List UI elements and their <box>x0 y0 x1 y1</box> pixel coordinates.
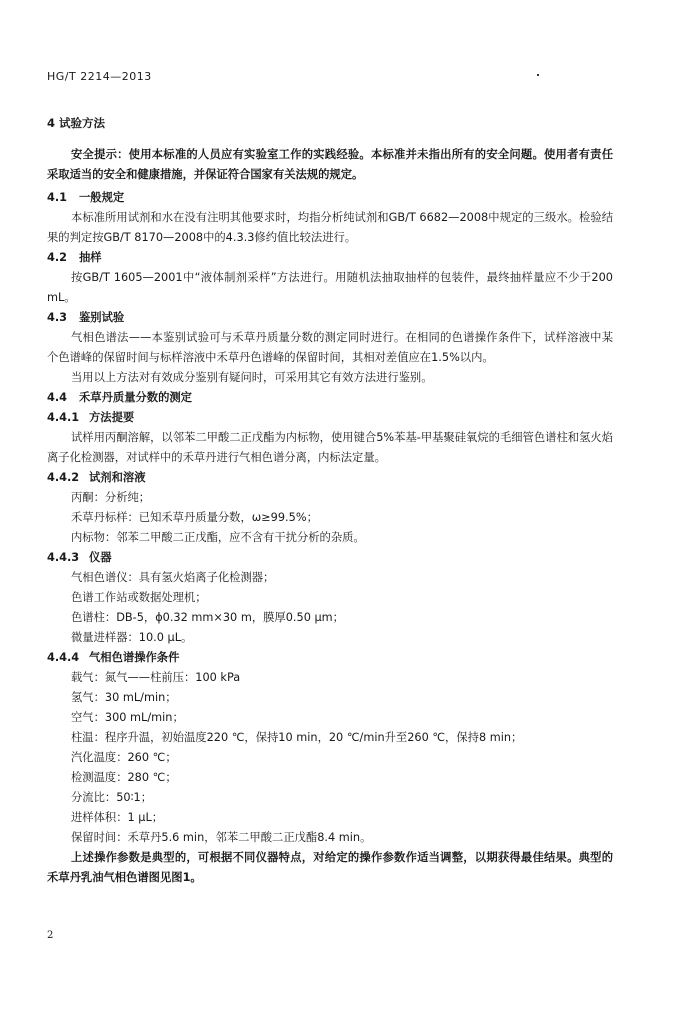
section-4-4-3-heading <box>47 548 613 568</box>
section-4-4-1-heading <box>47 408 613 428</box>
instrument-item: 色谱工作站或数据处理机； <box>71 591 207 604</box>
section-4-2-text: 按GB/T 1605—2001中“液体制剂采样”方法进行。用随机法抽取抽样的包装件，最终抽样量应不少于200 mL。 <box>47 271 613 304</box>
condition-item: 空气：300 mL/min； <box>71 711 184 724</box>
condition-item: 汽化温度：260 ℃； <box>71 751 177 764</box>
condition-item: 柱温：程序升温，初始温度220 ℃，保持10 min，20 ℃/min升至260 ℃，保持8 min； <box>71 731 523 744</box>
section-4-4-heading <box>47 388 613 408</box>
section-number: 4.4.1 <box>47 411 80 424</box>
section-number: 4.4.3 <box>47 551 80 564</box>
section-4-heading: 4 试验方法 <box>47 116 106 130</box>
section-title: 仪器 <box>89 551 112 564</box>
section-4-3-text-1: 气相色谱法——本鉴别试验可与禾草丹质量分数的测定同时进行。在相同的色谱操作条件下，试样溶液中某个色谱峰的保留时间与标样溶液中禾草丹色谱峰的保留时间，其相对差值应在1.5%以内。 <box>47 331 613 364</box>
condition-item: 保留时间：禾草丹5.6 min，邻苯二甲酸二正戊酯8.4 min。 <box>71 831 372 844</box>
section-number: 4.4.4 <box>47 651 80 664</box>
section-title: 试剂和溶液 <box>89 471 146 484</box>
instrument-item: 气相色谱仪：具有氢火焰离子化检测器； <box>71 571 275 584</box>
section-number: 4.1 <box>47 191 68 204</box>
section-title: 抽样 <box>79 251 102 264</box>
condition-item: 载气：氮气——柱前压：100 kPa <box>71 671 241 684</box>
section-title: 鉴别试验 <box>79 311 125 324</box>
condition-item: 氢气：30 mL/min； <box>71 691 177 704</box>
section-4-4-2-heading <box>47 468 613 488</box>
reagent-item: 禾草丹标样：已知禾草丹质量分数，ω≥99.5%； <box>71 511 318 524</box>
instrument-item: 色谱柱：DB-5，ϕ0.32 mm×30 m，膜厚0.50 μm； <box>71 611 344 624</box>
section-number: 4.3 <box>47 311 68 324</box>
section-title: 方法提要 <box>89 411 135 424</box>
section-4-4-4-heading <box>47 648 613 668</box>
section-4-1-heading <box>47 188 613 208</box>
section-4-3-heading <box>47 308 613 328</box>
section-4-3-text-2: 当用以上方法对有效成分鉴别有疑问时，可采用其它有效方法进行鉴别。 <box>71 371 433 384</box>
safety-notice: 安全提示：使用本标准的人员应有实验室工作的实践经验。本标准并未指出所有的安全问题。使用者有责任采取适当的安全和健康措施，并保证符合国家有关法规的规定。 <box>47 148 613 181</box>
section-title: 一般规定 <box>79 191 125 204</box>
condition-item: 检测温度：280 ℃； <box>71 771 177 784</box>
page-number: 2 <box>47 930 54 941</box>
closing-paragraph: 上述操作参数是典型的，可根据不同仪器特点，对给定的操作参数作适当调整，以期获得最佳结果。典型的禾草丹乳油气相色谱图见图1。 <box>47 851 613 884</box>
document-body <box>47 113 613 888</box>
section-number: 4.2 <box>47 251 68 264</box>
page-header-standard-code: HG/T 2214—2013 <box>47 70 152 83</box>
section-4-1-text: 本标准所用试剂和水在没有注明其他要求时，均指分析纯试剂和GB/T 6682—2008中规定的三级水。检验结果的判定按GB/T 8170—2008中的4.3.3修约值比较法进行。 <box>47 211 613 244</box>
condition-item: 分流比：50∶1； <box>71 791 152 804</box>
section-4-4-1-text: 试样用丙酮溶解，以邻苯二甲酸二正戊酯为内标物，使用键合5%苯基-甲基聚硅氧烷的毛细管色谱柱和氢火焰离子化检测器，对试样中的禾草丹进行气相色谱分离，内标法定量。 <box>47 431 613 464</box>
instrument-item: 微量进样器：10.0 μL。 <box>71 631 193 644</box>
reagent-item: 丙酮：分析纯； <box>71 491 151 504</box>
section-title: 禾草丹质量分数的测定 <box>79 391 192 404</box>
section-number: 4.4 <box>47 391 68 404</box>
section-title: 气相色谱操作条件 <box>89 651 180 664</box>
header-dot <box>537 74 539 76</box>
section-number: 4.4.2 <box>47 471 80 484</box>
reagent-item: 内标物：邻苯二甲酸二正戊酯，应不含有干扰分析的杂质。 <box>71 531 365 544</box>
section-4-2-heading <box>47 248 613 268</box>
condition-item: 进样体积：1 μL； <box>71 811 164 824</box>
